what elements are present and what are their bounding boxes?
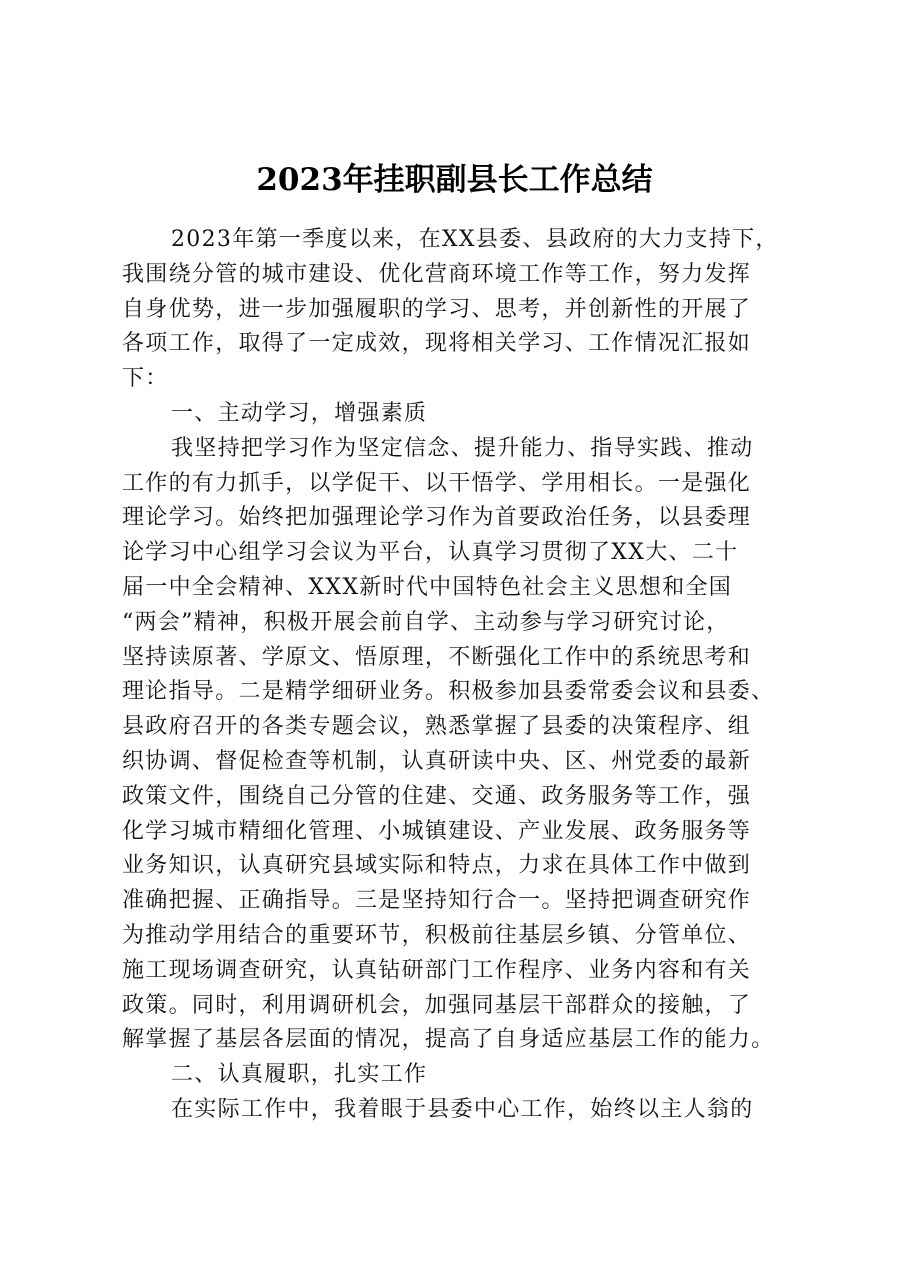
paragraph-line: 我围绕分管的城市建设、优化营商环境工作等工作，努力发挥 xyxy=(122,261,752,287)
paragraph-line: 自身优势，进一步加强履职的学习、思考，并创新性的开展了 xyxy=(122,296,752,322)
paragraph-line: 论学习中心组学习会议为平台，认真学习贯彻了XX大、二十 xyxy=(122,540,739,566)
paragraph-line: 理论学习。始终把加强理论学习作为首要政治任务，以县委理 xyxy=(122,505,752,531)
paragraph-line: 届一中全会精神、XXX新时代中国特色社会主义思想和全国 xyxy=(122,574,733,600)
paragraph-line: 工作的有力抓手，以学促干、以干悟学、学用相长。一是强化 xyxy=(122,470,752,496)
document-body xyxy=(122,223,812,1128)
paragraph-line: 各项工作，取得了一定成效，现将相关学习、工作情况汇报如 xyxy=(122,331,752,357)
paragraph-line: 织协调、督促检查等机制，认真研读中央、区、州党委的最新 xyxy=(122,748,752,774)
paragraph-line: “两会”精神，积极开展会前自学、主动参与学习研究讨论， xyxy=(122,609,730,635)
paragraph-line: 在实际工作中，我着眼于县委中心工作，始终以主人翁的 xyxy=(171,1096,754,1122)
paragraph-line: 我坚持把学习作为坚定信念、提升能力、指导实践、推动 xyxy=(171,435,754,461)
paragraph-line: 县政府召开的各类专题会议，熟悉掌握了县委的决策程序、组 xyxy=(122,714,752,740)
paragraph-line: 化学习城市精细化管理、小城镇建设、产业发展、政务服务等 xyxy=(122,818,752,844)
paragraph-line: 解掌握了基层各层面的情况，提高了自身适应基层工作的能力。 xyxy=(122,1027,775,1053)
paragraph-line: 下： xyxy=(122,366,169,392)
paragraph-line: 准确把握、正确指导。三是坚持知行合一。坚持把调查研究作 xyxy=(122,888,752,914)
paragraph-line: 施工现场调查研究，认真钻研部门工作程序、业务内容和有关 xyxy=(122,957,752,983)
paragraph-line: 理论指导。二是精学细研业务。积极参加县委常委会议和县委、 xyxy=(122,679,775,705)
paragraph-line: 为推动学用结合的重要环节，积极前往基层乡镇、分管单位、 xyxy=(122,922,752,948)
section-heading: 一、主动学习，增强素质 xyxy=(171,400,428,426)
paragraph-line: 坚持读原著、学原文、悟原理，不断强化工作中的系统思考和 xyxy=(122,644,752,670)
document-title: 2023年挂职副县长工作总结 xyxy=(256,162,653,198)
paragraph-line: 2023年第一季度以来，在XX县委、县政府的大力支持下， xyxy=(171,227,779,252)
paragraph-line: 政策文件，围绕自己分管的住建、交通、政务服务等工作，强 xyxy=(122,783,752,809)
section-heading: 二、认真履职，扎实工作 xyxy=(171,1062,428,1088)
paragraph-line: 业务知识，认真研究县域实际和特点，力求在具体工作中做到 xyxy=(122,853,752,879)
paragraph-line: 政策。同时，利用调研机会，加强同基层干部群众的接触，了 xyxy=(122,992,752,1018)
